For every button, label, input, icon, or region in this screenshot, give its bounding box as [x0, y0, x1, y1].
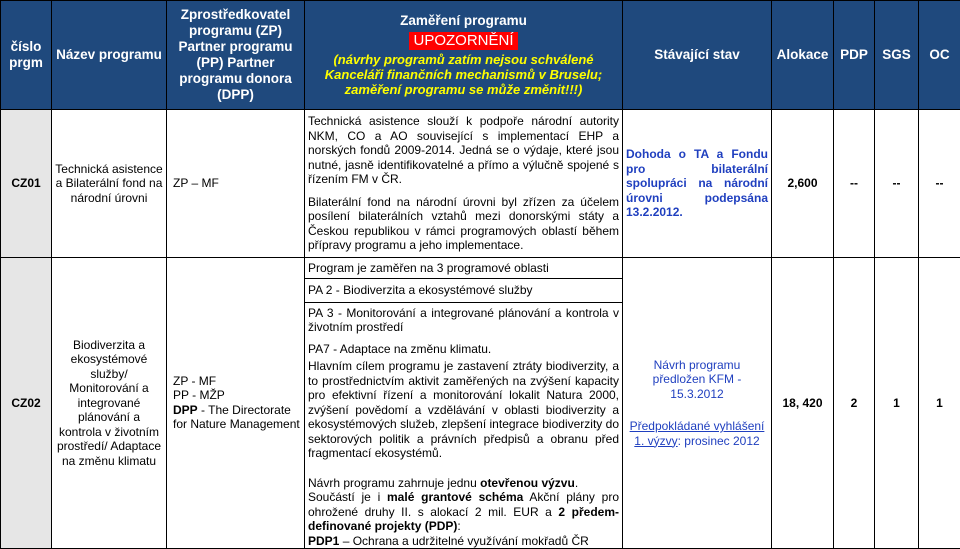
zamereni-title: Zaměření programu — [308, 13, 619, 29]
dpp-label: DPP — [173, 403, 198, 417]
row-pdp: -- — [834, 110, 875, 258]
row-alokace: 18, 420 — [772, 257, 834, 549]
zp-line-2: PP - MŽP — [173, 388, 301, 403]
zamereni-pa3: PA 3 - Monitorování a integrované plánování a kontrola v životním prostředí — [308, 303, 619, 338]
row-stav — [623, 257, 772, 549]
zp-line-1: ZP - MF — [173, 374, 301, 389]
zp-line-3 — [173, 403, 301, 432]
col-header-zprostredkovatel: Zprostředkovatel programu (ZP) Partner programu (PP) Partner programu donora (DPP) — [167, 1, 305, 110]
row-cislo: CZ01 — [1, 110, 52, 258]
row-stav: Dohoda o TA a Fondu pro bilaterální spolupráci na národní úrovni podepsána 13.2.2012. — [623, 110, 772, 258]
row-cislo: CZ02 — [1, 257, 52, 549]
zamereni-zahrnuje: Návrh programu zahrnuje jednu otevřenou výzvu. — [308, 476, 619, 491]
col-header-oc: OC — [919, 1, 960, 110]
row-sgs: 1 — [875, 257, 919, 549]
stav-link[interactable]: Předpokládané vyhlášení 1. výzvy — [630, 419, 765, 448]
row-oc: -- — [919, 110, 960, 258]
row-nazev: Biodiverzita a ekosystémové služby/ Monitorování a integrované plánování a kontrola v životním prostředí/ Adaptace na změnu klimatu — [52, 257, 167, 549]
col-header-zamereni — [305, 1, 623, 110]
row-zamereni — [305, 110, 623, 258]
zamereni-pa2: PA 2 - Biodiverzita a ekosystémové služby — [308, 279, 619, 302]
row-pdp: 2 — [834, 257, 875, 549]
stav-line-1: Návrh programu předložen KFM - 15.3.2012 — [626, 358, 768, 402]
col-header-sgs: SGS — [875, 1, 919, 110]
col-header-stav: Stávající stav — [623, 1, 772, 110]
warning-note: (návrhy programů zatím nejsou schválené Kanceláři finančních mechanismů v Bruselu; zaměření programu se může změnit!!!) — [308, 52, 619, 97]
stav-line-2: Předpokládané vyhlášení 1. výzvy: prosinec 2012 — [626, 419, 768, 448]
col-header-cislo: číslo prgm — [1, 1, 52, 110]
zamereni-cil: Hlavním cílem programu je zastavení ztráty biodiverzity, a to prostřednictvím aktivit zaměřených na zvýšení kapacity pro efektivní řízení a monitorování lokalit Natura 2000, zvýšení povědomí a vzdělávání v oblasti biodiverzity a ekosystémových služeb, zlepšení integrace biodiverzity do sektorových politik a právních předpisů a obranu před fragmentací ekosystémů. — [308, 359, 619, 461]
zamereni-pa7: PA7 - Adaptace na změnu klimatu. — [308, 338, 619, 360]
dpp-text: - The Directorate for Nature Management — [173, 403, 300, 432]
row-sgs: -- — [875, 110, 919, 258]
header-row — [1, 1, 960, 110]
zamereni-paragraph-1: Technická asistence slouží k podpoře národní autority NKM, CO a AO související s implementací EHP a norských fondů 2009-2014. Jedná se o výdaje, které jsou nutné, jasně identifikovatelné a přímo a výlučně spojené s řízením FM v ČR. — [308, 114, 619, 187]
col-header-nazev: Název programu — [52, 1, 167, 110]
table-row — [1, 110, 960, 258]
zamereni-pdp1: PDP1 – Ochrana a udržitelné využívání mokřadů ČR — [308, 534, 619, 549]
row-zamereni — [305, 257, 623, 549]
col-header-pdp: PDP — [834, 1, 875, 110]
zamereni-paragraph-2: Bilaterální fond na národní úrovni byl zřízen za účelem posílení bilaterálních vztahů mezi donorskými státy a Českou republikou v rámci programových oblastí během přípravy programu a jeho implementace. — [308, 195, 619, 253]
row-zp — [167, 257, 305, 549]
row-alokace: 2,600 — [772, 110, 834, 258]
row-zp: ZP – MF — [167, 110, 305, 258]
col-header-alokace: Alokace — [772, 1, 834, 110]
zamereni-intro: Program je zaměřen na 3 programové oblasti — [308, 258, 619, 279]
zamereni-soucasti: Součástí je i malé grantové schéma Akční plány pro ohrožené druhy II. s alokací 2 mil. EUR a 2 předem-definované projekty (PDP): — [308, 490, 619, 534]
row-nazev: Technická asistence a Bilaterální fond na národní úrovni — [52, 110, 167, 258]
row-oc: 1 — [919, 257, 960, 549]
warning-badge: UPOZORNĚNÍ — [409, 32, 517, 50]
table-row — [1, 257, 960, 549]
